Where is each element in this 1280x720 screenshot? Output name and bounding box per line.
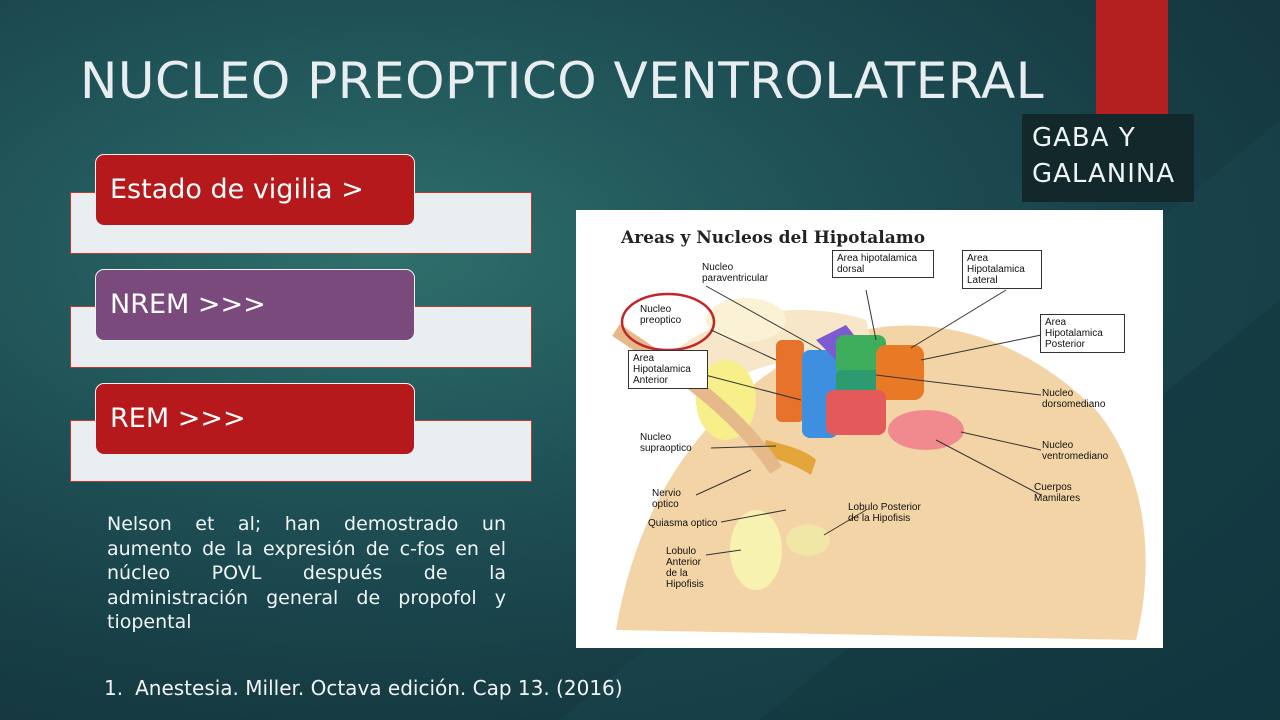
- label-posterior: Area Hipotalamica Posterior: [1040, 314, 1125, 353]
- label-mamilares: Cuerpos Mamilares: [1034, 482, 1081, 504]
- label-lobulo-posterior: Lobulo Posterior de la Hipofisis: [848, 502, 921, 524]
- label-paraventricular: Nucleo paraventricular: [702, 262, 769, 284]
- reference-text: Anestesia. Miller. Octava edición. Cap 13. (2016): [135, 676, 623, 700]
- reference-number: 1.: [104, 676, 124, 700]
- label-nervio: Nervio optico: [652, 488, 681, 510]
- label-dorsomediano: Nucleo dorsomediano: [1042, 388, 1106, 410]
- reference-item: [104, 676, 623, 700]
- label-supraoptico: Nucleo supraoptico: [640, 432, 692, 454]
- label-lobulo-anterior: Lobulo Anterior de la Hipofisis: [666, 546, 704, 590]
- gaba-callout: GABA Y GALANINA: [1022, 114, 1194, 202]
- hypothalamus-figure: [576, 210, 1163, 648]
- label-lateral: Area Hipotalamica Lateral: [962, 250, 1042, 289]
- study-paragraph: Nelson et al; han demostrado un aumento de la expresión de c-fos en el núcleo POVL después de la administración general de propofol y tiopental: [107, 513, 506, 633]
- state-nrem: NREM >>>: [95, 269, 415, 341]
- label-quiasma: Quiasma optico: [648, 518, 718, 529]
- label-ventromediano: Nucleo ventromediano: [1042, 440, 1109, 462]
- figure-title: Areas y Nucleos del Hipotalamo: [621, 228, 926, 248]
- label-dorsal: Area hipotalamica dorsal: [832, 250, 934, 278]
- accent-bar: [1096, 0, 1168, 116]
- state-vigilia: Estado de vigilia >: [95, 154, 415, 226]
- state-rem: REM >>>: [95, 383, 415, 455]
- slide-title: NUCLEO PREOPTICO VENTROLATERAL: [80, 52, 1045, 110]
- label-preoptico: Nucleo preoptico: [640, 304, 682, 326]
- label-anterior: Area Hipotalamica Anterior: [628, 350, 708, 389]
